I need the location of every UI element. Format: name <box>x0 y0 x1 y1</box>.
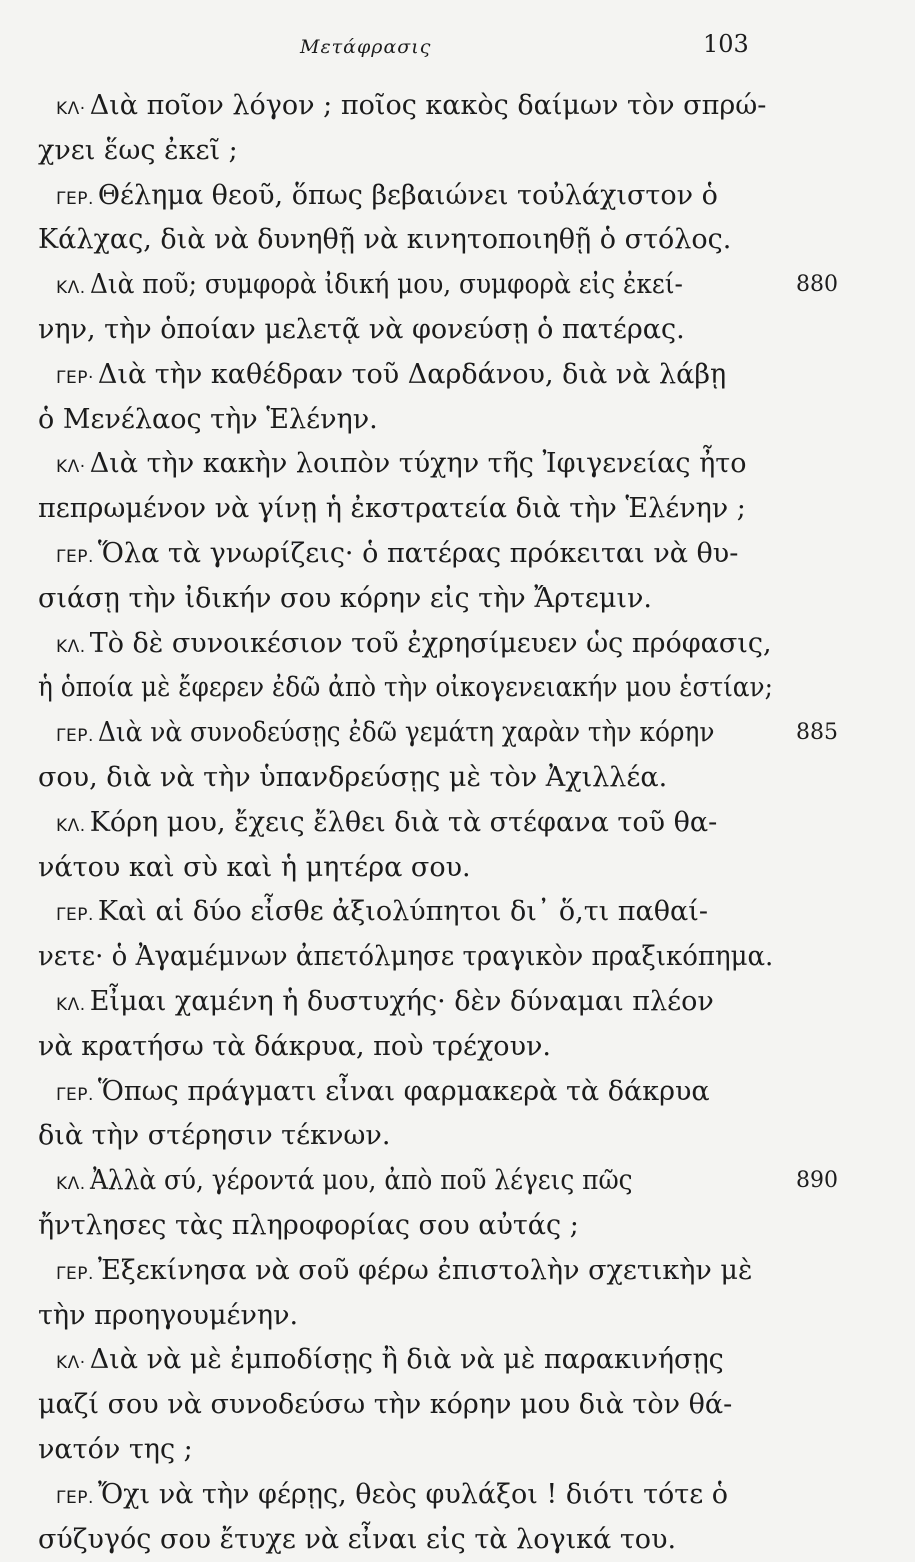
line-text: νατόν της ; <box>38 1434 193 1465</box>
line-text: ὁ Μενέλαος τὴν Ἑλένην. <box>38 404 378 435</box>
speaker-label: ΚΛ. <box>56 1174 86 1194</box>
text-line <box>38 263 773 308</box>
text-line <box>38 353 773 398</box>
text-line <box>38 890 773 935</box>
line-text: Διὰ νὰ μὲ ἐμποδίσῃς ἢ διὰ νὰ μὲ παρακινήσῃς <box>90 1344 724 1375</box>
text-line <box>38 174 773 219</box>
text-line <box>38 666 773 711</box>
dialogue-text <box>38 84 773 1562</box>
text-line <box>38 218 773 263</box>
line-text: Ἀλλὰ σύ, γέροντά μου, ἀπὸ ποῦ λέγεις πῶς <box>90 1159 633 1204</box>
speaker-label: ΚΛ. <box>56 278 86 298</box>
speaker-label: ΚΛ. <box>56 816 86 836</box>
line-text: σου, διὰ νὰ τὴν ὑπανδρεύσῃς μὲ τὸν Ἀχιλλέα. <box>38 762 667 793</box>
speaker-label: ΓΕΡ. <box>56 905 94 925</box>
line-text: σύζυγός σου ἔτυχε νὰ εἶναι εἰς τὰ λογικά του. <box>38 1524 676 1555</box>
line-text: Διὰ τὴν καθέδραν τοῦ Δαρδάνου, διὰ νὰ λάβῃ <box>98 359 726 390</box>
speaker-label: ΓΕΡ. <box>56 1264 94 1284</box>
line-text: Κάλχας, διὰ νὰ δυνηθῇ νὰ κινητοποιηθῇ ὁ στόλος. <box>38 224 731 255</box>
text-line <box>38 1338 773 1383</box>
text-line <box>38 1025 773 1070</box>
text-line <box>38 532 773 577</box>
text-line <box>38 801 773 846</box>
line-text: Ὄχι νὰ τὴν φέρῃς, θεὸς φυλάξοι ! διότι τότε ὁ <box>98 1479 728 1510</box>
line-text: νάτου καὶ σὺ καὶ ἡ μητέρα σου. <box>38 852 471 883</box>
text-line <box>38 1204 773 1249</box>
line-text: ἤντλησες τὰς πληροφορίας σου αὐτάς ; <box>38 1210 579 1241</box>
speaker-label: ΓΕΡ· <box>56 368 94 388</box>
speaker-label: ΚΛ· <box>56 1353 86 1373</box>
text-line <box>38 442 773 487</box>
line-text: Τὸ δὲ συνοικέσιον τοῦ ἐχρησίμευεν ὡς πρόφασις, <box>90 628 772 659</box>
line-text: σιάσῃ τὴν ἰδικήν σου κόρην εἰς τὴν Ἄρτεμιν. <box>38 583 652 614</box>
line-text: μαζί σου νὰ συνοδεύσω τὴν κόρην μου διὰ τὸν θά- <box>38 1389 732 1420</box>
line-text: νὰ κρατήσω τὰ δάκρυα, ποὺ τρέχουν. <box>38 1031 551 1062</box>
line-text: Ἐξεκίνησα νὰ σοῦ φέρω ἐπιστολὴν σχετικὴν μὲ <box>98 1255 753 1286</box>
text-line <box>38 1070 773 1115</box>
text-line <box>38 1114 773 1159</box>
line-text: ἡ ὁποία μὲ ἔφερεν ἐδῶ ἀπὸ τὴν οἰκογενειακήν μου ἑστίαν; <box>38 666 773 711</box>
speaker-label: ΚΛ· <box>56 457 86 477</box>
line-text: Εἶμαι χαμένη ἡ δυστυχής· δὲν δύναμαι πλέον <box>90 986 714 1017</box>
text-line <box>38 129 773 174</box>
line-text: διὰ τὴν στέρησιν τέκνων. <box>38 1120 390 1151</box>
text-line <box>38 1383 773 1428</box>
text-line <box>38 1518 773 1562</box>
verse-line-number: 885 <box>796 711 838 756</box>
line-text: πεπρωμένον νὰ γίνῃ ἡ ἐκστρατεία διὰ τὴν Ἑλένην ; <box>38 493 746 524</box>
text-line <box>38 1159 773 1204</box>
text-line <box>38 1249 773 1294</box>
text-line <box>38 577 773 622</box>
line-text: τὴν προηγουμένην. <box>38 1300 298 1331</box>
line-text: Ὅπως πράγματι εἶναι φαρμακερὰ τὰ δάκρυα <box>98 1076 710 1107</box>
speaker-label: ΚΛ. <box>56 995 86 1015</box>
text-line <box>38 756 773 801</box>
page-number: 103 <box>703 30 749 58</box>
line-text: νετε· ὁ Ἀγαμέμνων ἀπετόλμησε τραγικὸν πραξικόπημα. <box>38 935 773 980</box>
speaker-label: ΚΛ. <box>56 637 86 657</box>
line-text: Διὰ ποῖον λόγον ; ποῖος κακὸς δαίμων τὸν σπρώ- <box>90 90 767 121</box>
line-text: Διὰ νὰ συνοδεύσῃς ἐδῶ γεμάτη χαρὰν τὴν κόρην <box>98 711 714 756</box>
text-line <box>38 1294 773 1339</box>
speaker-label: ΓΕΡ. <box>56 726 94 746</box>
speaker-label: ΚΛ· <box>56 99 86 119</box>
text-line <box>38 84 773 129</box>
line-text: Ὅλα τὰ γνωρίζεις· ὁ πατέρας πρόκειται νὰ θυ- <box>98 538 738 569</box>
line-text: Καὶ αἱ δύο εἶσθε ἀξιολύπητοι δι᾽ ὅ,τι παθαί- <box>98 896 708 927</box>
text-line <box>38 398 773 443</box>
verse-line-number: 890 <box>796 1159 838 1204</box>
text-line <box>38 935 773 980</box>
line-text: χνει ἕως ἐκεῖ ; <box>38 135 238 166</box>
text-line <box>38 622 773 667</box>
text-line <box>38 1428 773 1473</box>
line-text: Θέλημα θεοῦ, ὅπως βεβαιώνει τοὐλάχιστον ὁ <box>98 180 718 211</box>
text-line <box>38 846 773 891</box>
verse-line-number: 880 <box>796 263 838 308</box>
text-line <box>38 1473 773 1518</box>
line-text: Διὰ τὴν κακὴν λοιπὸν τύχην τῆς Ἰφιγενείας ἦτο <box>90 448 747 479</box>
speaker-label: ΓΕΡ. <box>56 547 94 567</box>
speaker-label: ΓΕΡ. <box>56 189 94 209</box>
line-text: Κόρη μου, ἔχεις ἔλθει διὰ τὰ στέφανα τοῦ θα- <box>90 807 718 838</box>
text-line <box>38 980 773 1025</box>
speaker-label: ΓΕΡ. <box>56 1488 94 1508</box>
running-head: Μετάφρασις <box>300 36 431 58</box>
line-text: Διὰ ποῦ; συμφορὰ ἰδική μου, συμφορὰ εἰς ἐκεί- <box>90 263 683 308</box>
text-line <box>38 487 773 532</box>
speaker-label: ΓΕΡ. <box>56 1085 94 1105</box>
text-line <box>38 308 773 353</box>
text-line <box>38 711 773 756</box>
line-text: νην, τὴν ὁποίαν μελετᾷ νὰ φονεύσῃ ὁ πατέρας. <box>38 314 685 345</box>
